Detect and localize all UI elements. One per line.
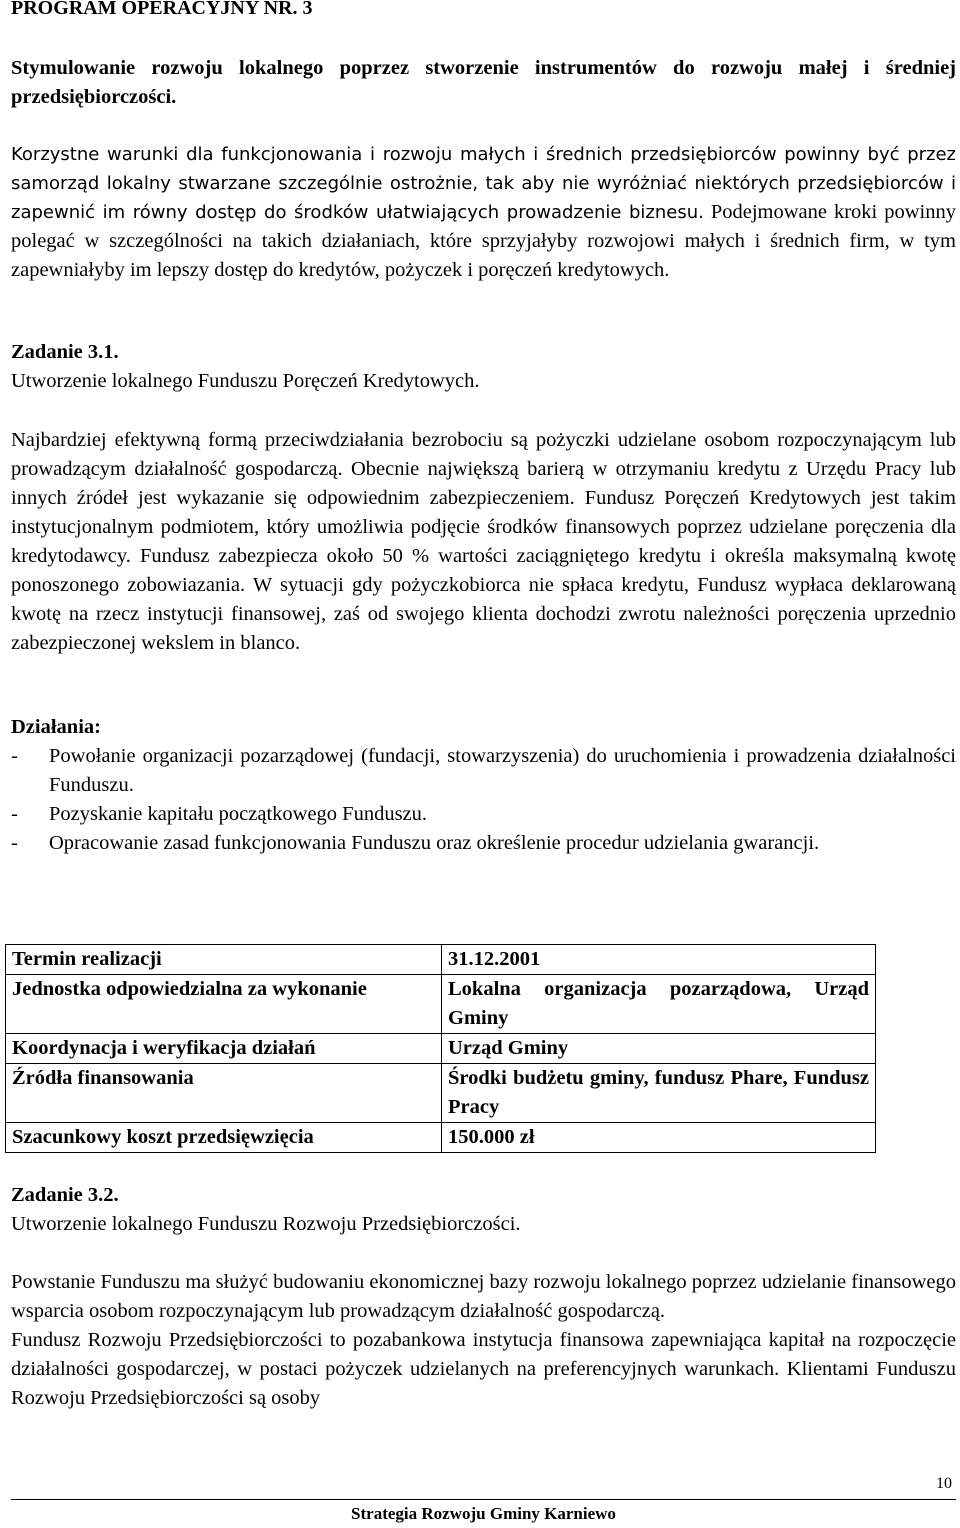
row-label: Źródła finansowania: [6, 1064, 442, 1123]
task-3-1-subtitle: Utworzenie lokalnego Funduszu Poręczeń Kredytowych.: [11, 370, 480, 392]
actions-heading: Działania:: [11, 716, 101, 738]
row-label: Termin realizacji: [6, 945, 442, 975]
row-value: Środki budżetu gminy, fundusz Phare, Fundusz Pracy: [442, 1064, 876, 1123]
actions-list: [11, 742, 956, 858]
row-value: 31.12.2001: [442, 945, 876, 975]
action-text: Pozyskanie kapitału początkowego Funduszu.: [49, 803, 428, 825]
bullet-dash: -: [11, 745, 18, 767]
row-label: Szacunkowy koszt przedsięwzięcia: [6, 1123, 442, 1153]
program-title: PROGRAM OPERACYJNY NR. 3: [11, 0, 313, 19]
row-value: Urząd Gminy: [442, 1034, 876, 1064]
task-3-2-paragraph-1: Powstanie Funduszu ma służyć budowaniu ekonomicznej bazy rozwoju lokalnego poprzez udzielanie finansowego wsparcia osobom rozpoczynającym lub prowadzącym działalność gospodarczą.: [11, 1271, 956, 1322]
intro-part-2: Podejmowane kroki powinny polegać w szczególności na takich działaniach, które sprzyjałyby rozwojowi małych i średnich firm, w tym zapewniałyby im lepszy dostęp do kredytów, pożyczek i poręczeń kredytowych.: [11, 201, 956, 281]
table-row: [6, 975, 876, 1034]
bullet-dash: -: [11, 803, 18, 825]
row-value: Lokalna organizacja pozarządowa, Urząd Gminy: [442, 975, 876, 1034]
program-subtitle: Stymulowanie rozwoju lokalnego poprzez stworzenie instrumentów do rozwoju małej i średniej przedsiębiorczości.: [11, 57, 956, 108]
task-3-1-body: Najbardziej efektywną formą przeciwdziałania bezrobociu są pożyczki udzielane osobom rozpoczynającym lub prowadzącym działalność gospodarczą. Obecnie największą barierą w otrzymaniu kredytu z Urzędu Pracy lub innych źródeł jest wykazanie się odpowiednim zabezpieczeniem. Fundusz Poręczeń Kredytowych jest takim instytucjonalnym podmiotem, który umożliwia podjęcie środków finansowych poprzez udzielane poręczenia dla kredytodawcy. Fundusz zabezpiecza około 50 % wartości zaciągniętego kredytu i określa maksymalną kwotę ponoszonego zobowiazania. W sytuacji gdy pożyczkobiorca nie spłaca kredytu, Fundusz wypłaca deklarowaną kwotę na rzecz instytucji finansowej, zaś od swojego klienta dochodzi zwrotu należności poręczenia uprzednio zabezpieczonej wekslem in blanco.: [11, 429, 956, 654]
row-label: Jednostka odpowiedzialna za wykonanie: [6, 975, 442, 1034]
task-3-2-body: [11, 1268, 956, 1413]
page-number: 10: [936, 1475, 952, 1492]
table-row: [6, 1064, 876, 1123]
intro-part-1: Korzystne warunki dla funkcjonowania i rozwoju małych i średnich przedsiębiorców powinny być przez samorząd lokalny stwarzane szczególnie ostrożnie, tak aby nie wyróżniać niektórych przedsiębiorców i zapewnić im równy dostęp do środków ułatwiających prowadzenie biznesu.: [11, 144, 956, 223]
action-item: [11, 829, 956, 858]
task-3-2-subtitle: Utworzenie lokalnego Funduszu Rozwoju Przedsiębiorczości.: [11, 1213, 521, 1235]
action-item: [11, 742, 956, 800]
intro-paragraph: [11, 140, 956, 285]
footer-title: Strategia Rozwoju Gminy Karniewo: [351, 1504, 616, 1523]
action-text: Powołanie organizacji pozarządowej (fundacji, stowarzyszenia) do uruchomienia i prowadzenia działalności Funduszu.: [49, 745, 956, 796]
table-row: [6, 1123, 876, 1153]
task-3-2-heading: Zadanie 3.2.: [11, 1184, 119, 1206]
row-label: Koordynacja i weryfikacja działań: [6, 1034, 442, 1064]
task-info-table: [5, 944, 876, 1153]
footer-divider: [11, 1499, 956, 1500]
action-item: [11, 800, 956, 829]
task-3-1-heading: Zadanie 3.1.: [11, 341, 119, 363]
table-row: [6, 1034, 876, 1064]
task-3-2-paragraph-2: Fundusz Rozwoju Przedsiębiorczości to pozabankowa instytucja finansowa zapewniająca kapitał na rozpoczęcie działalności gospodarczej, w postaci pożyczek udzielanych na preferencyjnych warunkach. Klientami Funduszu Rozwoju Przedsiębiorczości są osoby: [11, 1329, 956, 1409]
action-text: Opracowanie zasad funkcjonowania Funduszu oraz określenie procedur udzielania gwarancji.: [49, 832, 820, 854]
bullet-dash: -: [11, 832, 18, 854]
table-row: [6, 945, 876, 975]
row-value: 150.000 zł: [442, 1123, 876, 1153]
